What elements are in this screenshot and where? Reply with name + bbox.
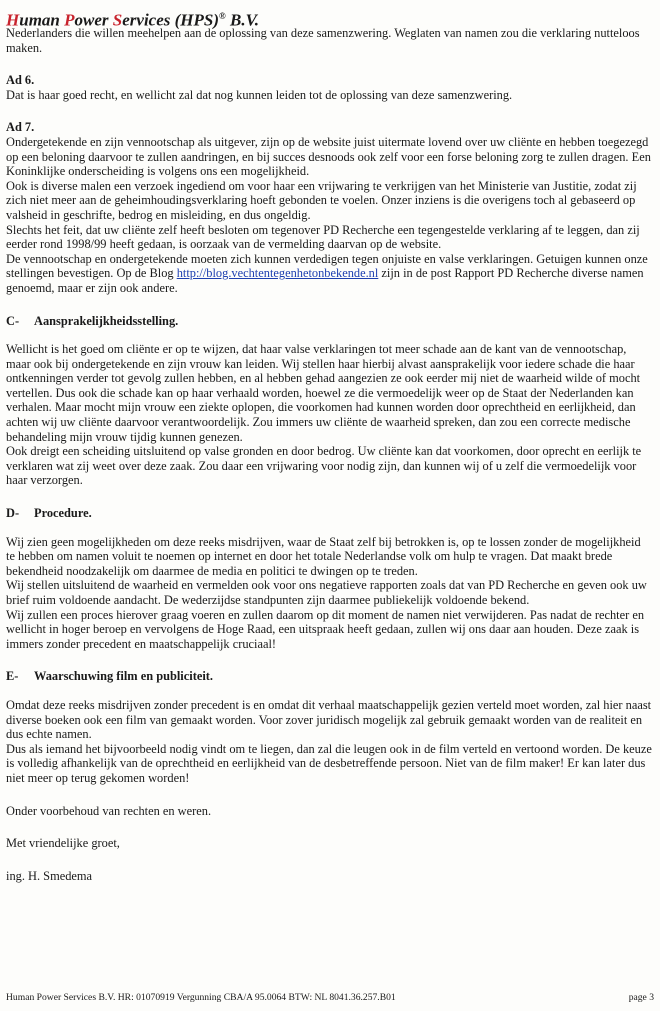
section-d-paragraph-1: Wij zien geen mogelijkheden om deze reeks misdrijven, waar de Staat zelf bij betrokken is, op te lossen zonder de mogelijkheid te hebben om namen voluit te noemen op internet en door het totale Nederlandse volk om hulp te vragen. Dat maakt brede bekendheid noodzakelijk om daarmee de media en politici te dwingen op te treden. (6, 534, 641, 578)
section-c-paragraph-2: Ook dreigt een scheiding uitsluitend op valse gronden en door bedrog. Uw cliënte kan dat voorkomen, door oprecht en eerlijk te verklaren wat zij weet over deze zaak. Zou daar een vrijwaring voor nodig zijn, dan kunnen wij of u zelf die vermoedelijk voor haar verzorgen. (6, 444, 642, 488)
section-d-heading (6, 506, 652, 521)
section-e-paragraph-1: Omdat deze reeks misdrijven zonder precedent is en omdat dit verhaal maatschappelijk gezien verteld moet worden, zal hier naast diverse boeken ook een film van gemaakt worden. Voor zover juridisch mogelijk zal gebruik gemaakt worden van de realiteit en dus echte namen. (6, 697, 652, 742)
blog-link[interactable]: http://blog.vechtentegenhetonbekende.nl (176, 266, 379, 281)
reservation-line: Onder voorbehoud van rechten en weren. (6, 803, 212, 818)
letterhead-text: ower (74, 10, 113, 30)
section-c-paragraph-1: Wellicht is het goed om cliënte er op te wijzen, dat haar valse verklaringen tot meer schade aan de kant van de vennootschap, maar ook bij ondergetekende en zijn vrouw kan leiden. Wij stellen haar hierbij alvast aansprakelijk voor iedere schade die haar ontkenningen verder tot gevolg zullen hebben, en al hebben gehad aangezien ze ook eerder mij niet de waarheid wilde of mocht vertellen. Dus ook die schade kan op haar verhaald worden, hoewel ze die vermoedelijk weer op de Staat der Nederlanden kan verhalen. Maar mocht mijn vrouw een ziekte oplopen, die voorkomen had kunnen worden door oprechtheid en eerlijkheid, dan achten wij uw cliënte daarvoor verantwoordelijk. Zou immers uw cliënte de waarheid spreken, dan zou een correcte medische behandeling mijn vrouw tijdig kunnen genezen. (6, 342, 641, 444)
section-c-title: Aansprakelijkheidsstelling. (34, 313, 179, 328)
section-e-letter: E- (6, 669, 19, 684)
section-e-heading (6, 669, 652, 684)
signature-name: ing. H. Smedema (6, 868, 93, 883)
ad7-paragraph-1: Ondergetekende en zijn vennootschap als uitgever, zijn op de website juist uitermate lovend over uw cliënte en hebben toegezegd op een beloning daarvoor te zullen aandringen, en bij succes desnoods ook zelf voor een forse beloning zorg te zullen dragen. Een Koninklijke onderscheiding is volgens ons een mogelijkheid. (6, 134, 651, 179)
ad7-paragraph-4 (6, 252, 652, 296)
registered-mark: ® (219, 11, 226, 21)
letterhead-initial-h: H (6, 10, 20, 30)
ad6-heading: Ad 6. (6, 73, 35, 88)
section-d-title: Procedure. (34, 506, 92, 521)
letterhead-text: ervices (HPS) (122, 10, 220, 30)
letterhead-text: B.V. (225, 10, 259, 30)
letterhead-text: uman (19, 10, 65, 30)
ad7-paragraph-2: Ook is diverse malen een verzoek ingediend om voor haar een vrijwaring te verkrijgen van het Ministerie van Justitie, zodat zij zich niet meer aan de geheimhoudingsverklaring hoeft gebonden te voelen. Onzer inziens is die overigens toch al gebaseerd op valsheid in geschrifte, bedrog en misleiding, en dus ongeldig. (6, 178, 637, 222)
section-e-title: Waarschuwing film en publiciteit. (34, 669, 213, 684)
page-footer (6, 992, 654, 1004)
intro-paragraph: Nederlanders die willen meehelpen aan de oplossing van deze samenzwering. Weglaten van namen zou die verklaring nutteloos maken. (6, 26, 640, 55)
section-d-paragraph-2: Wij stellen uitsluitend de waarheid en vermelden ook voor ons negatieve rapporten zoals dat van PD Recherche en geven ook uw brief ruim voldoende aandacht. De wederzijdse standpunten zijn daarmee publiekelijk voldoende bekend. (6, 578, 647, 607)
page-number: page 3 (628, 992, 654, 1003)
section-d-letter: D- (6, 506, 20, 521)
letterhead-initial-s: S (112, 10, 123, 30)
footer-company-info: Human Power Services B.V. HR: 01070919 Vergunning CBA/A 95.0064 BTW: NL 8041.36.257.B01 (6, 992, 396, 1003)
ad7-text: De vennootschap en ondergetekende moeten zich kunnen verdedigen tegen onjuiste en valse verklaringen. Getuigen kunnen onze stellingen bevestigen. Op de Blog (6, 251, 648, 281)
section-c-heading (6, 314, 652, 329)
section-e-paragraph-2: Dus als iemand het bijvoorbeeld nodig vindt om te liegen, dan zal die leugen ook in de film verteld en vertoond worden. De keuze is volledig afhankelijk van de oprechtheid en eerlijkheid van de desbetreffende persoon. Niet van de film maker! Er kan later dus niet meer op terug gekomen worden! (6, 741, 652, 785)
ad7-heading: Ad 7. (6, 120, 35, 135)
ad6-paragraph: Dat is haar goed recht, en wellicht zal dat nog kunnen leiden tot de oplossing van deze samenzwering. (6, 87, 513, 102)
letterhead-initial-p: P (64, 10, 75, 30)
greeting-line: Met vriendelijke groet, (6, 836, 120, 851)
section-c-letter: C- (6, 313, 20, 328)
section-d-paragraph-3: Wij zullen een proces hierover graag voeren en zullen daarom op dit moment de namen niet verwijderen. Pas nadat de rechter en wellicht in hoger beroep en vervolgens de Hoge Raad, een uitspraak heeft gedaan, zullen wij ons daar aan houden. Deze zaak is immers zonder precedent en maatschappelijk cruciaal! (6, 607, 645, 651)
ad7-text: zijn in de post Rapport PD Recherche diverse namen genoemd, maar er zijn ook andere. (6, 266, 644, 295)
ad7-paragraph-3: Slechts het feit, dat uw cliënte zelf heeft besloten om tegenover PD Recherche een tegengestelde verklaring af te leggen, dan zij eerder rond 1998/99 heeft gedaan, is oorzaak van de vermelding daarvan op de website. (6, 222, 640, 252)
letter-body (6, 26, 652, 883)
